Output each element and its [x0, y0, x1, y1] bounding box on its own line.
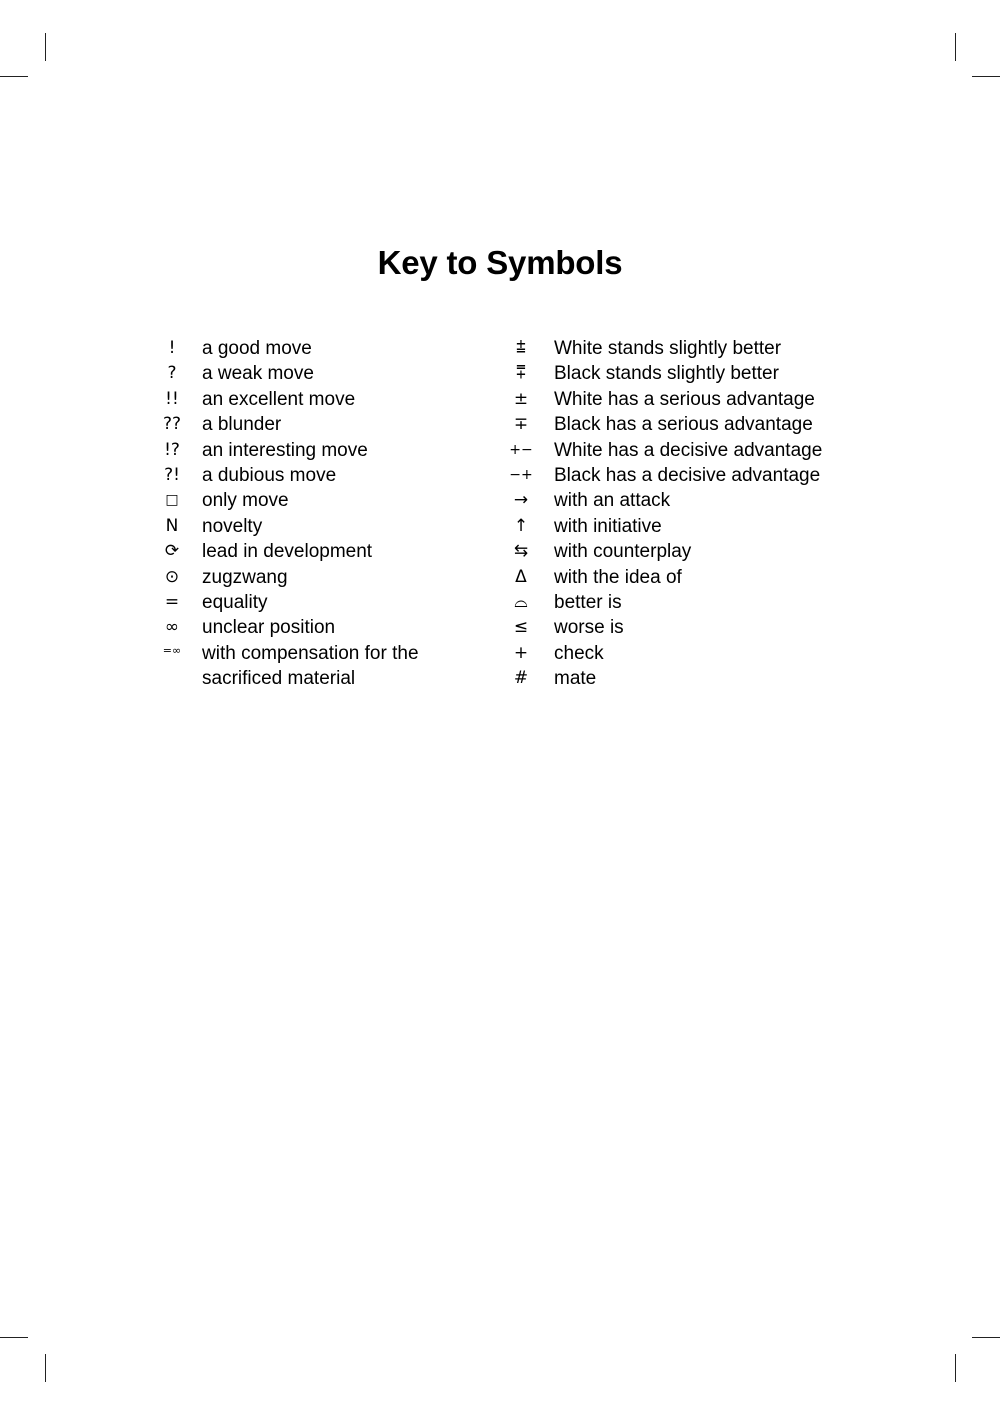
- white-slightly-better-icon: ⩲: [516, 338, 526, 358]
- symbol-meaning: novelty: [202, 515, 263, 537]
- crop-mark: [972, 76, 1000, 77]
- page-title: Key to Symbols: [377, 244, 623, 281]
- symbol-meaning: with compensation for the: [202, 642, 419, 664]
- interesting-move-symbol: !?: [164, 439, 180, 460]
- symbol-entry: [150, 463, 480, 488]
- white-decisive-advantage-icon: +−: [509, 441, 533, 458]
- symbol-list-left: [150, 336, 480, 692]
- symbol-meaning: Black has a decisive advantage: [554, 465, 821, 487]
- symbol-entry: [502, 641, 852, 666]
- crop-mark: [45, 1354, 46, 1382]
- symbol-entry: [150, 361, 480, 386]
- idea-delta-icon: Δ: [515, 566, 527, 587]
- symbol-meaning: better is: [554, 592, 622, 614]
- symbol-entry: [150, 514, 480, 539]
- symbol-meaning: unclear position: [202, 617, 336, 639]
- symbol-meaning: an excellent move: [202, 388, 356, 410]
- crop-mark: [45, 33, 46, 61]
- worse-is-less-equal-icon: ≤: [513, 617, 529, 638]
- equality-symbol: =: [164, 592, 180, 613]
- symbol-meaning: a blunder: [202, 414, 282, 436]
- symbol-entry: [502, 539, 852, 564]
- symbol-entry: [502, 438, 852, 463]
- symbol-entry: [502, 361, 852, 386]
- symbol-entry: [150, 539, 480, 564]
- development-circle-arrow-icon: ⟳: [164, 541, 180, 562]
- dubious-move-symbol: ?!: [164, 465, 180, 486]
- crop-mark: [955, 1354, 956, 1382]
- symbol-entry: [150, 387, 480, 412]
- symbol-meaning: zugzwang: [202, 566, 288, 588]
- symbol-list-right: [502, 336, 852, 692]
- symbol-meaning: an interesting move: [202, 439, 368, 461]
- symbol-meaning: with an attack: [554, 490, 671, 512]
- symbol-entry: [150, 412, 480, 437]
- symbol-entry: [502, 590, 852, 615]
- symbol-meaning: Black stands slightly better: [554, 363, 779, 385]
- black-serious-advantage-icon: ∓: [513, 414, 529, 435]
- mate-hash-icon: #: [513, 668, 529, 689]
- symbol-meaning: check: [554, 642, 604, 664]
- crop-mark: [955, 33, 956, 61]
- symbol-meaning: Black has a serious advantage: [554, 414, 813, 436]
- symbol-entry: [502, 565, 852, 590]
- blunder-symbol: ??: [162, 414, 182, 435]
- symbol-meaning: White has a decisive advantage: [554, 439, 823, 461]
- symbol-entry: [502, 514, 852, 539]
- unclear-infinity-icon: ∞: [164, 617, 180, 638]
- compensation-icon: =∞: [162, 643, 182, 657]
- symbol-meaning: a good move: [202, 338, 312, 359]
- better-is-segment-icon: ⌓: [514, 592, 528, 613]
- symbol-meaning: with the idea of: [554, 566, 682, 588]
- symbol-meaning: a weak move: [202, 363, 314, 385]
- symbol-entry: [502, 666, 852, 691]
- black-decisive-advantage-icon: −+: [509, 467, 533, 484]
- excellent-move-symbol: !!: [165, 388, 179, 409]
- symbol-entry: [150, 488, 480, 513]
- attack-arrow-right-icon: →: [513, 490, 529, 511]
- symbol-entry: [502, 615, 852, 640]
- symbol-entry: [150, 565, 480, 590]
- symbol-meaning: lead in development: [202, 541, 373, 563]
- symbol-meaning: worse is: [554, 617, 624, 639]
- symbol-meaning: White has a serious advantage: [554, 388, 815, 410]
- novelty-symbol: N: [165, 515, 179, 536]
- symbol-meaning: a dubious move: [202, 465, 337, 487]
- symbol-entry: [150, 438, 480, 463]
- symbol-entry: [502, 488, 852, 513]
- symbol-meaning: White stands slightly better: [554, 338, 782, 359]
- symbol-entry: [150, 615, 480, 640]
- symbol-meaning-continued: sacrificed material: [202, 668, 356, 690]
- check-plus-icon: +: [513, 642, 529, 663]
- crop-mark: [972, 1337, 1000, 1338]
- black-slightly-better-icon: ⩱: [516, 363, 526, 384]
- weak-move-symbol: ?: [167, 363, 177, 384]
- symbol-meaning: mate: [554, 668, 597, 690]
- symbol-entry: [502, 336, 852, 361]
- zugzwang-dotted-circle-icon: ⊙: [164, 566, 180, 587]
- only-move-square-icon: □: [165, 492, 179, 509]
- symbol-entry: [150, 590, 480, 615]
- symbol-meaning: with initiative: [554, 515, 662, 537]
- symbol-entry: [502, 463, 852, 488]
- crop-mark: [0, 76, 28, 77]
- symbol-entry: [150, 641, 480, 692]
- symbol-meaning: equality: [202, 592, 268, 614]
- initiative-arrow-up-icon: ↑: [513, 515, 529, 536]
- symbol-meaning: with counterplay: [554, 541, 692, 563]
- symbol-entry: [502, 412, 852, 437]
- good-move-symbol: !: [168, 338, 176, 358]
- symbol-entry: [502, 387, 852, 412]
- symbol-entry: [150, 336, 480, 361]
- white-serious-advantage-icon: ±: [513, 388, 529, 409]
- symbol-meaning: only move: [202, 490, 289, 512]
- crop-mark: [0, 1337, 28, 1338]
- counterplay-arrows-icon: ⇆: [513, 541, 529, 562]
